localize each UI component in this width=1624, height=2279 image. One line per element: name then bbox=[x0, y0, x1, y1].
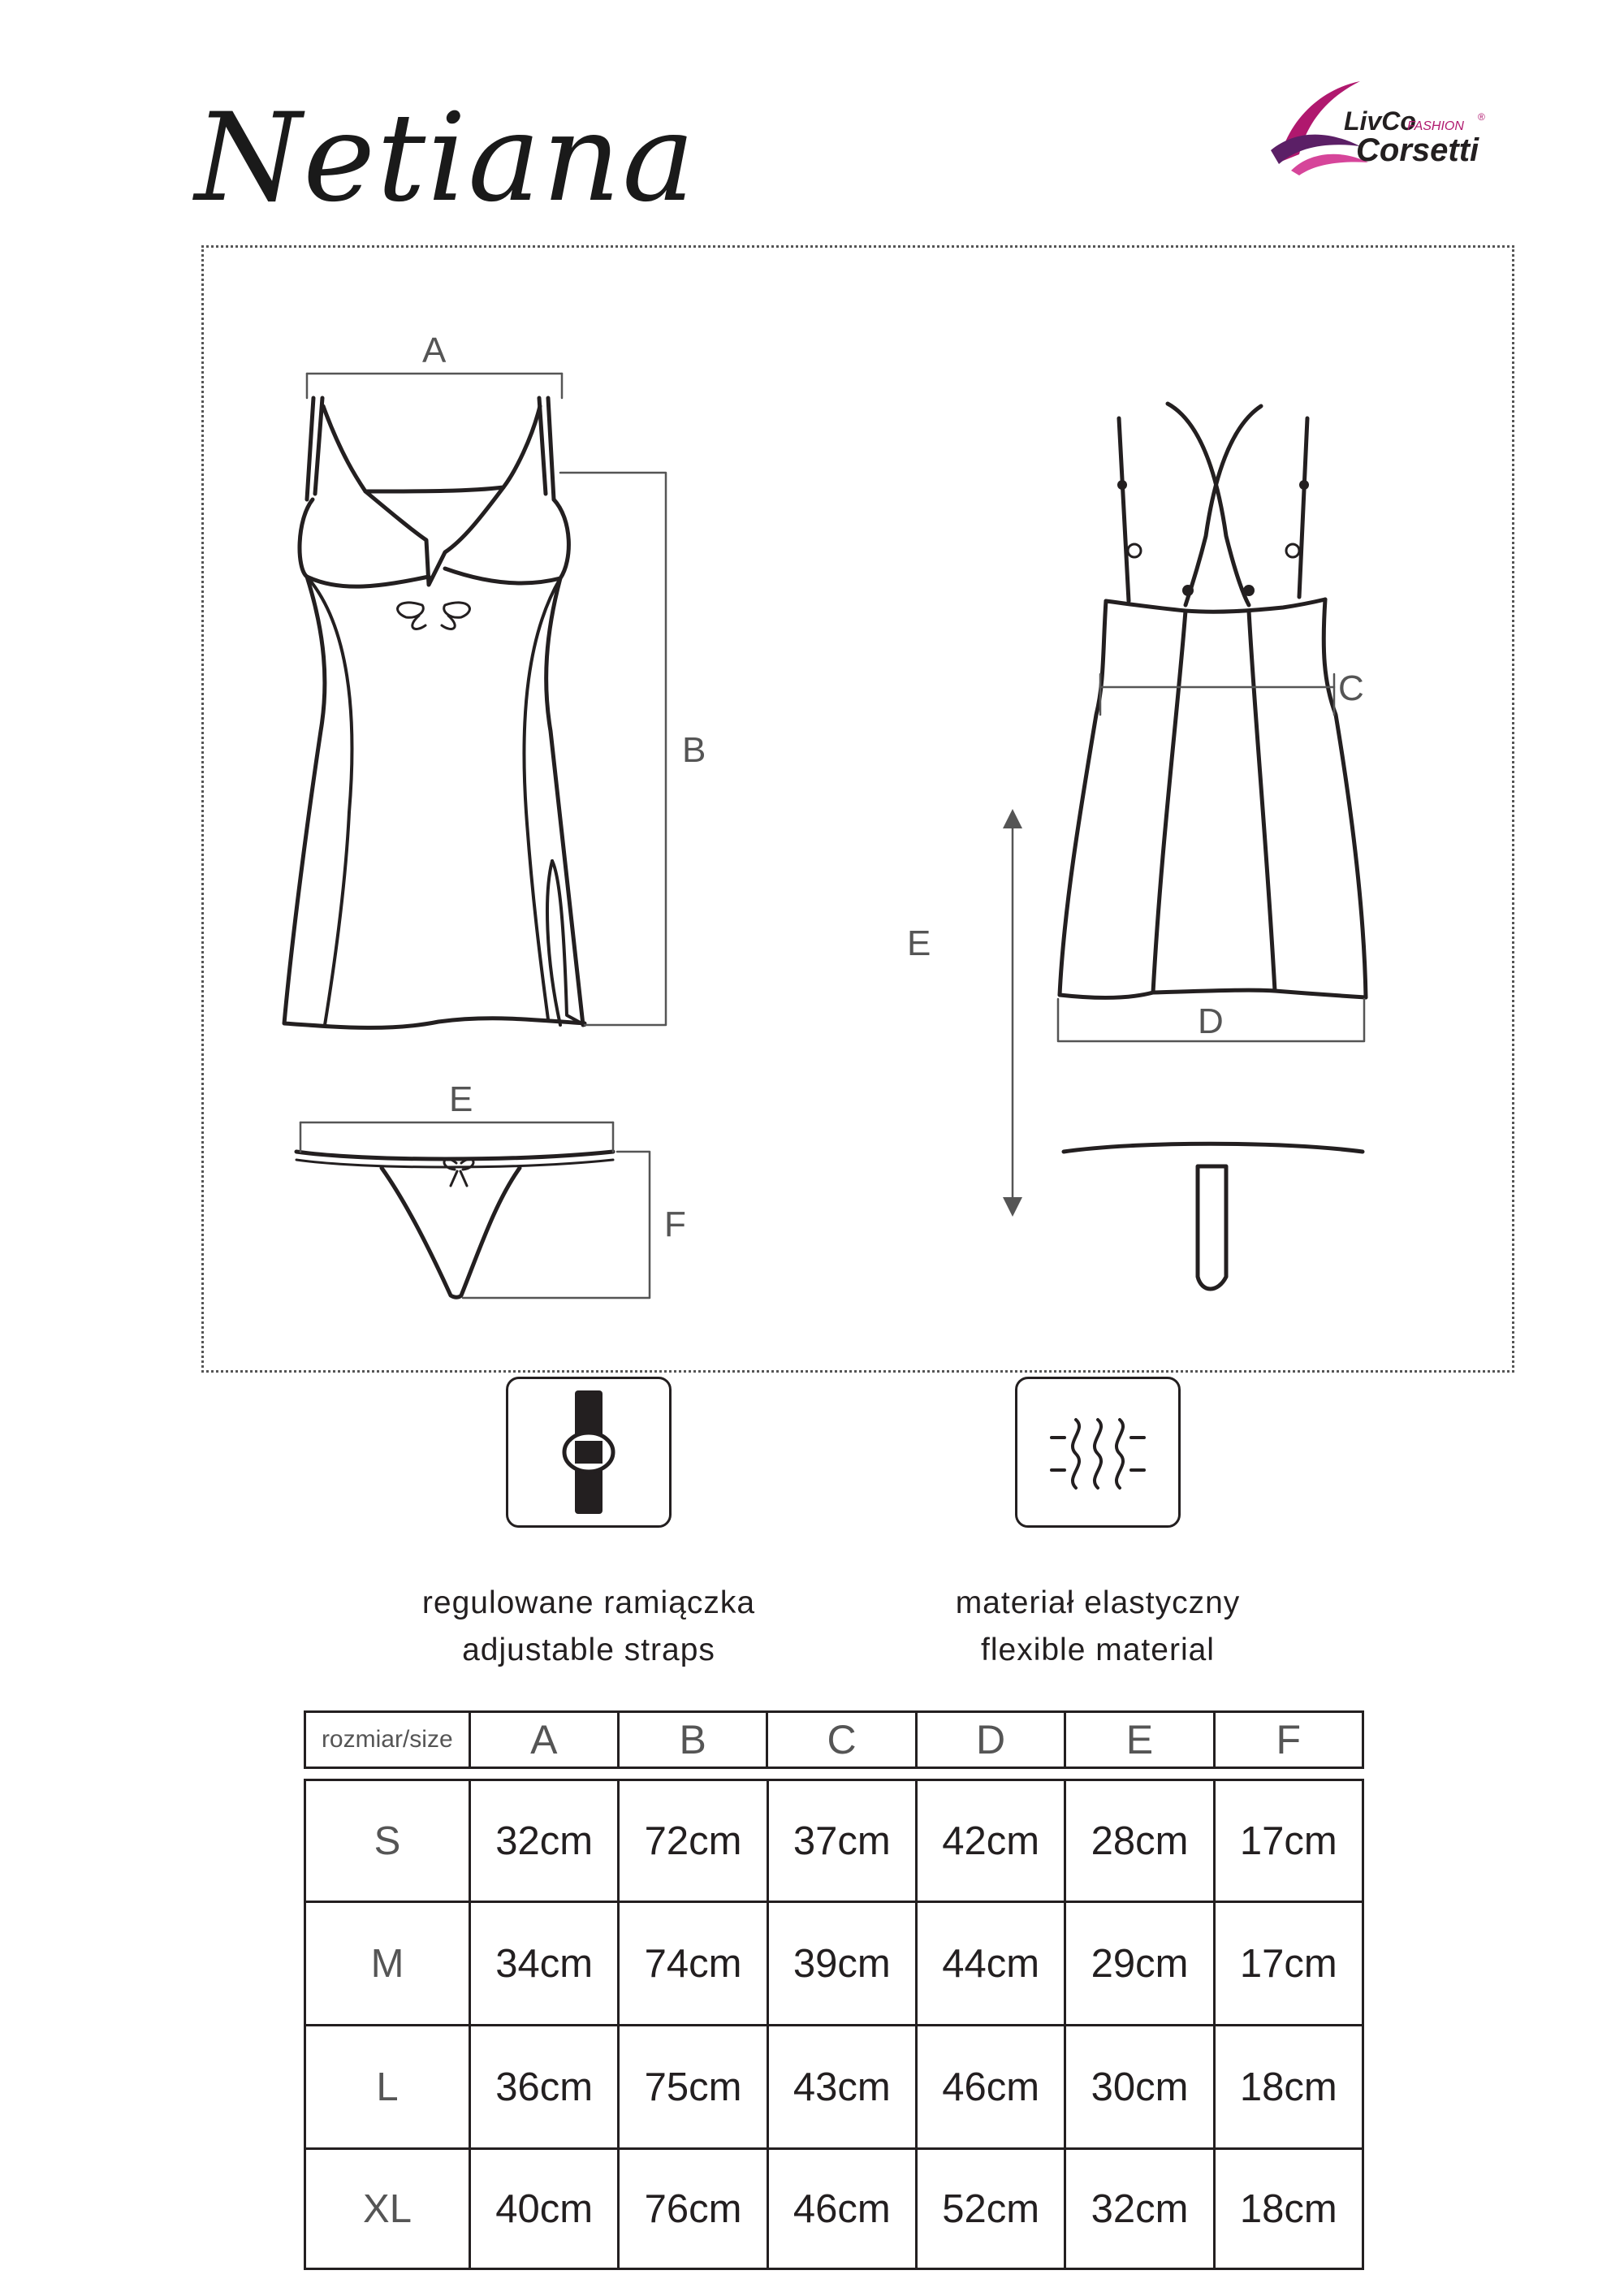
table-row bbox=[305, 2149, 1363, 2269]
dim-label-f: F bbox=[664, 1204, 686, 1244]
product-title: Netiana bbox=[195, 88, 697, 229]
value-cell: 37cm bbox=[767, 1780, 916, 1902]
size-table bbox=[304, 1779, 1364, 2270]
table-row bbox=[305, 1902, 1363, 2026]
column-header: F bbox=[1214, 1712, 1363, 1768]
value-cell: 30cm bbox=[1065, 2026, 1214, 2149]
value-cell: 17cm bbox=[1214, 1902, 1363, 2026]
value-cell: 44cm bbox=[916, 1902, 1065, 2026]
value-cell: 46cm bbox=[916, 2026, 1065, 2149]
value-cell: 76cm bbox=[619, 2149, 767, 2269]
size-cell: L bbox=[305, 2026, 470, 2149]
value-cell: 29cm bbox=[1065, 1902, 1214, 2026]
value-cell: 18cm bbox=[1214, 2026, 1363, 2149]
dim-label-e-front: E bbox=[449, 1079, 473, 1119]
value-cell: 52cm bbox=[916, 2149, 1065, 2269]
adjustable-strap-icon-card bbox=[506, 1377, 672, 1528]
svg-text:FASHION: FASHION bbox=[1407, 119, 1464, 133]
feature-label-en: flexible material bbox=[981, 1632, 1215, 1667]
value-cell: 39cm bbox=[767, 1902, 916, 2026]
value-cell: 72cm bbox=[619, 1780, 767, 1902]
value-cell: 32cm bbox=[1065, 2149, 1214, 2269]
table-row bbox=[305, 1780, 1363, 1902]
dim-label-b: B bbox=[682, 730, 706, 770]
feature-label-pl: regulowane ramiączka bbox=[421, 1585, 756, 1620]
column-header: D bbox=[916, 1712, 1065, 1768]
flexible-material-icon-card bbox=[1015, 1377, 1181, 1528]
value-cell: 28cm bbox=[1065, 1780, 1214, 1902]
column-header: A bbox=[469, 1712, 618, 1768]
dim-label-a: A bbox=[422, 331, 447, 370]
adjustable-strap-icon bbox=[508, 1379, 669, 1525]
svg-text:®: ® bbox=[1478, 111, 1485, 123]
value-cell: 40cm bbox=[470, 2149, 619, 2269]
chemise-front bbox=[284, 398, 585, 1027]
svg-text:LivCo: LivCo bbox=[1344, 106, 1416, 136]
feature-label-pl: materiał elastyczny bbox=[955, 1585, 1241, 1620]
dim-label-e-back: E bbox=[907, 923, 931, 963]
thong-back bbox=[1064, 1144, 1363, 1289]
flexible-material-label bbox=[870, 1580, 1325, 1674]
value-cell: 34cm bbox=[470, 1902, 619, 2026]
dim-label-c: C bbox=[1338, 668, 1364, 708]
column-header: B bbox=[618, 1712, 767, 1768]
dim-label-d: D bbox=[1198, 1001, 1224, 1041]
size-header-label: rozmiar/size bbox=[305, 1712, 470, 1768]
size-cell: XL bbox=[305, 2149, 470, 2269]
column-header: E bbox=[1065, 1712, 1214, 1768]
value-cell: 75cm bbox=[619, 2026, 767, 2149]
value-cell: 43cm bbox=[767, 2026, 916, 2149]
table-row bbox=[305, 2026, 1363, 2149]
adjustable-straps-label bbox=[361, 1580, 816, 1674]
value-cell: 46cm bbox=[767, 2149, 916, 2269]
column-header: C bbox=[767, 1712, 916, 1768]
value-cell: 17cm bbox=[1214, 1780, 1363, 1902]
thong-front bbox=[296, 1152, 613, 1297]
size-cell: M bbox=[305, 1902, 470, 2026]
svg-text:Corsetti: Corsetti bbox=[1356, 132, 1479, 168]
feature-label-en: adjustable straps bbox=[462, 1632, 715, 1667]
size-cell: S bbox=[305, 1780, 470, 1902]
size-table-header bbox=[304, 1710, 1364, 1769]
value-cell: 42cm bbox=[916, 1780, 1065, 1902]
chemise-back bbox=[1060, 404, 1366, 997]
value-cell: 74cm bbox=[619, 1902, 767, 2026]
flexible-material-icon bbox=[1017, 1379, 1178, 1525]
value-cell: 36cm bbox=[470, 2026, 619, 2149]
value-cell: 18cm bbox=[1214, 2149, 1363, 2269]
value-cell: 32cm bbox=[470, 1780, 619, 1902]
